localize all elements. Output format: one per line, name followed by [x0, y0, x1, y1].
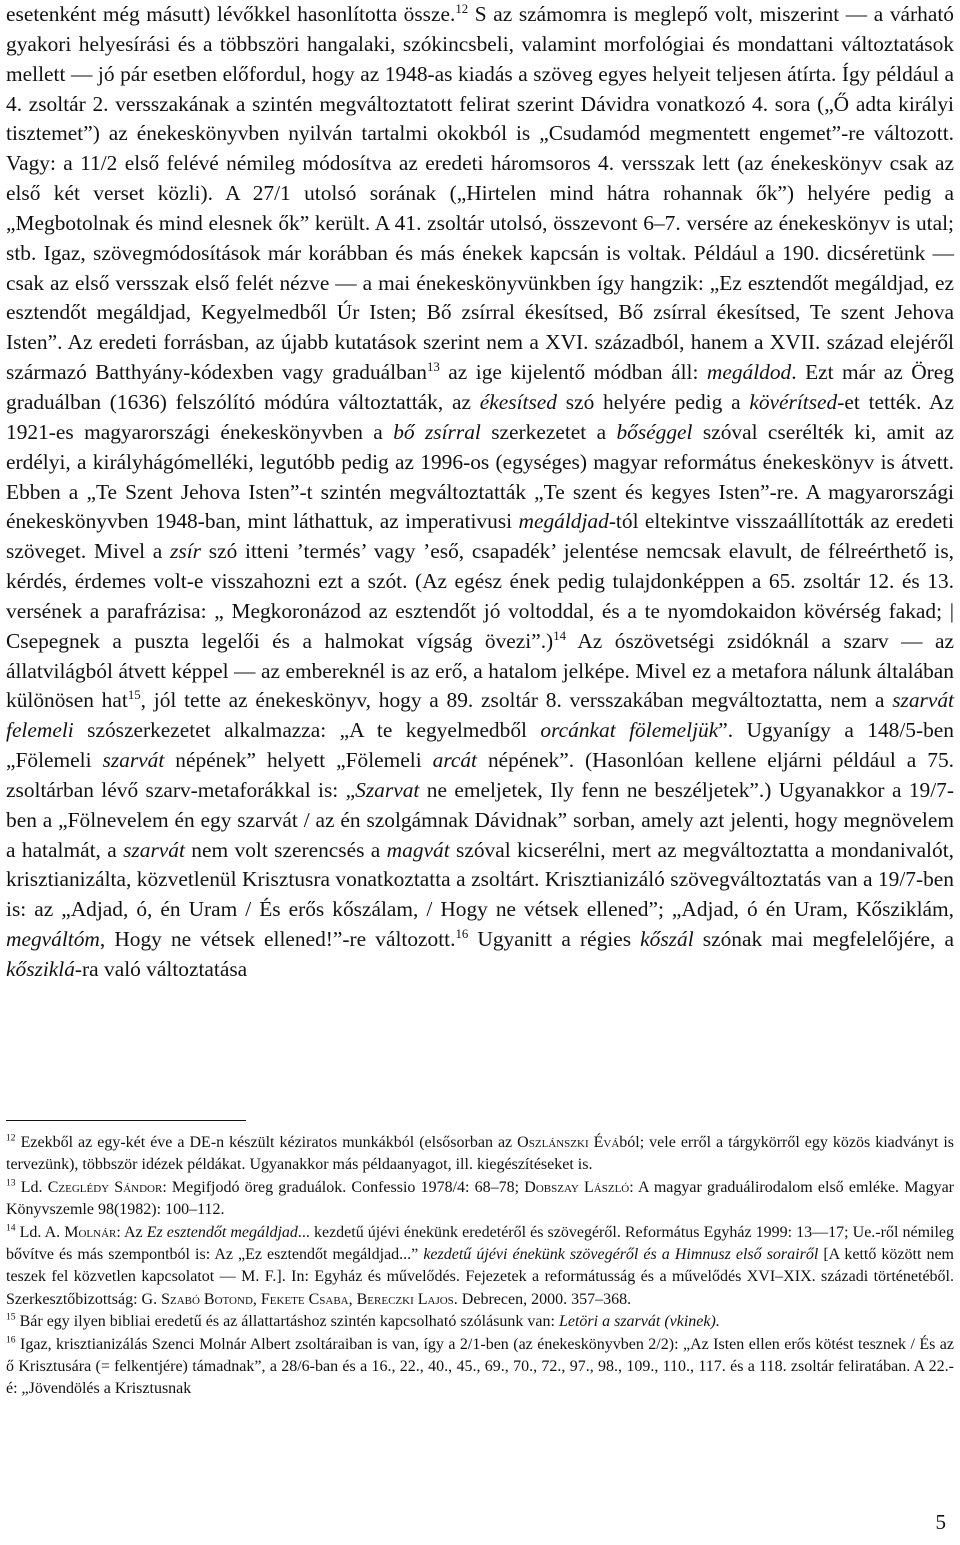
footnote-ref-16: 16 [455, 927, 469, 942]
author-name: Bereczki Lajos [356, 1290, 454, 1308]
footnote-number: 16 [6, 1334, 16, 1346]
author-name: Oszlánszki Évá [517, 1134, 620, 1151]
text-run: , jól tette az énekeskönyv, hogy a 89. zsoltár 8. versszakában megváltoztatta, nem a [140, 688, 893, 713]
text-run: , Hogy ne vétsek ellened!”-re változott. [99, 927, 456, 952]
text-run: szó helyére pedig a [556, 389, 750, 414]
text-run: [A kettő között nem teszek fel közvetlen kapcsolatot ― M. F.]. In: Egyház és művelődés. Fejezetek a reformátusság és a művelődés XVI–XIX. századi történetéből. Szerkesztőbizottság: G. [6, 1246, 954, 1308]
text-run: Ugyanitt a régies [468, 927, 641, 952]
italic-term: magvát [386, 837, 450, 862]
author-name: Dobszay László [524, 1178, 630, 1196]
italic-title: kezdetű újévi énekünk szövegéről és a Himnusz első sorairől [423, 1246, 819, 1264]
text-run: : A magyar graduálirodalom első emléke. Magyar Könyvszemle 98(1982): 100–112. [6, 1178, 954, 1219]
text-run: ne emeljetek, Ily fenn ne beszéljetek”.) Ugyanakkor a 19/7-ben a „Fölnevelem én egy szarvát / az én szolgámnak Dávidnak” sorban, amely azt jelenti, hogy megnövelem a hatalmát, a [6, 777, 954, 862]
footnote-12 [6, 1132, 954, 1177]
author-name: Czeglédy Sándor [47, 1178, 163, 1196]
text-run: . Ezt már az Öreg graduálban (1636) felszólító módúra változtatták, az [6, 360, 954, 414]
italic-term: zsír [170, 539, 201, 564]
italic-term: arcát [432, 748, 477, 773]
text-run: szóval kicserélni, mert az megváltoztatta a mondanivalót, krisztianizálta, közvetlenül Krisztusra vonatkoztatta a zsoltárt. Krisztianizáló szövegváltoztatás van a 19/7-ben is: az „Adjad, ó, én Uram / És erős kőszálam, / Hogy ne vétsek ellened”; „Adjad, ó én Uram, Kősziklám, [6, 837, 954, 922]
italic-term: Letöri a szarvát (vkinek). [558, 1313, 720, 1331]
text-run: az ige kijelentő módban áll: [439, 360, 707, 385]
italic-term: kősziklá [6, 957, 75, 981]
italic-term: megáldjad [518, 509, 609, 534]
footnote-number: 13 [6, 1177, 16, 1189]
text-run: népének”. (Hasonlóan kellene eljárni például a 75. zsoltárban lévő szarv-metaforákkal is: „ [6, 748, 954, 802]
footnotes [6, 1132, 954, 1401]
italic-term: megáldod [706, 360, 792, 385]
footnote-number: 14 [6, 1222, 16, 1234]
footnote-separator [6, 1120, 246, 1121]
text-run: ”. Ugyanígy a 148/5-ben „Fölemeli [6, 718, 954, 773]
footnote-16 [6, 1334, 954, 1401]
italic-term: ékesítsed [479, 389, 557, 414]
italic-term: szarvát [102, 748, 165, 773]
footnote-14 [6, 1222, 954, 1312]
footnote-number: 12 [6, 1132, 16, 1144]
text-run: Ezekből az egy-két éve a DE-n készült kéziratos munkákból (elsősorban az [15, 1134, 518, 1151]
text-run: -tól eltekintve visszaállították az eredeti szöveget. Mivel a [6, 509, 954, 564]
text-run: Bár egy ilyen bibliai eredetű és az állattartáshoz szintén kapcsolható szólásunk van: [15, 1313, 559, 1331]
text-run: nem volt szerencsés a [184, 837, 387, 862]
author-name: Fekete Csaba [260, 1290, 349, 1308]
text-run: népének” helyett „Fölemeli [164, 748, 433, 773]
footnote-ref-12: 12 [455, 1, 469, 16]
italic-term: Szarvat [355, 777, 420, 802]
author-name: Szabó Botond [161, 1290, 253, 1308]
text-run: -ra való változtatása [74, 957, 248, 981]
page-number: 5 [935, 1510, 946, 1534]
text-run: szerkezetet a [480, 419, 617, 444]
author-name: Molnár [64, 1223, 117, 1241]
text-run: S az számomra is meglepő volt, miszerint ― a várható gyakori helyesírási és a többszöri hangalaki, szókincsbeli, valamint morfológiai és mondattani változtatások mellett ― jó pár esetben előfordul, hogy az 1948-as kiadás a szöveg egyes helyeit teljesen átírta. Így például a 4. zsoltár 2. versszakának a szintén megváltoztatott felirat szerint Dávidra vonatkozó 4. sora („Ő adta királyi tisztemet”) az énekeskönyvben nyilván tartalmi okokból is „Csudamód megmentett engemet”-re változott. Vagy: a 11/2 első felévé némileg módosítva az eredeti háromsoros 4. versszak lett (az énekeskönyv csak az első két verset közli). A 27/1 utolsó sorának („Hirtelen mind hátra rohannak ők”) helyére pedig a „Megbotolnak és mind elesnek ők” került. A 41. zsoltár utolsó, összevont 6–7. versére az énekeskönyv is utal; stb. Igaz, szövegmódosítások már korábban és más énekek kapcsán is voltak. Például a 190. dicséretünk ― csak az első versszak első felét nézve ― a mai énekeskönyvünkben így hangzik: „Ez esztendőt megáldjad, ez esztendőt megáldjad, Kegyelmedből Úr Isten; Bő zsírral ékesítsed, Bő zsírral ékesítsed, Te szent Jehova Isten”. Az eredeti forrásban, az újabb kutatások szerint nem a XVI. századból, hanem a XVII. század elejéről származó Batthyány-kódexben vagy graduálban [6, 2, 954, 385]
text-run: Ld. A. [15, 1223, 65, 1241]
footnote-ref-13: 13 [427, 360, 440, 374]
text-run: , [348, 1290, 357, 1308]
italic-term: szarvát [123, 837, 185, 862]
text-run: esetenként még másutt) lévőkkel hasonlította össze. [6, 2, 456, 26]
footnote-13 [6, 1177, 954, 1222]
text-run: szószerkezetet alkalmazza: „A te kegyelmedből [73, 718, 541, 743]
text-run: Igaz, krisztianizálás Szenci Molnár Albert zsoltáraiban is van, így a 2/1-ben (az énekeskönyvben 2/2): „Az Isten ellen erős kötést tesznek / És az ő Krisztusára (= felkentjére) támadnak”, a 28/6-ban és a 16., 22., 40., 45., 69., 70., 72., 97., 98., 109., 110., 117. és a 118. zsoltár feliratában. A 22.-é: „Jövendölés a Krisztusnak [6, 1335, 954, 1398]
text-run: szóval cserélték ki, amit az erdélyi, a királyhágómelléki, legutóbb pedig az 1996-os (egységes) magyar református énekeskönyv is átvett. Ebben a „Te Szent Jehova Isten”-t szintén megváltoztatták „Te szent és kegyes Isten”-re. A magyarországi énekeskönyvben 1948-ban, mint láthattuk, az imperativusi [6, 419, 955, 534]
text-run: : Az [116, 1223, 147, 1241]
text-run: -et tették. Az 1921-es magyarországi énekeskönyvben a [6, 389, 954, 444]
italic-term: kőszál [640, 927, 694, 952]
text-run: , [252, 1290, 261, 1308]
text-run: Ld. [15, 1178, 48, 1196]
text-run: szó itteni ’termés’ vagy ’eső, csapadék’ jelentése nemcsak elavult, de félreérthető is, kérdés, érdemes volt-e visszahozni ezt a szót. (Az egész ének pedig tulajdonképpen a 65. zsoltár 12. és 13. versének a parafrázisa: „ Megkoronázod az esztendőt jó voltoddal, és a te nyomdokaidon kövérség fakad; | Csepegnek a puszta legelői és a halmokat vígság övezi”.) [6, 539, 954, 653]
text-run: : Megifjodó öreg graduálok. Confessio 1978/4: 68–78; [162, 1178, 525, 1196]
text-run: Az ószövetségi zsidóknál a szarv ― az állatvilágból átvett képpel ― az embereknél is az erő, a hatalom jelképe. Mivel ez a metafora nálunk általában különösen hat [6, 628, 954, 713]
italic-term: szarvát felemeli [6, 688, 954, 743]
footnote-15 [6, 1311, 954, 1333]
italic-term: bő zsírral [393, 419, 481, 444]
footnote-ref-14: 14 [553, 628, 567, 643]
italic-term: bőséggel [616, 419, 693, 444]
text-run: . Debrecen, 2000. 357–368. [453, 1290, 632, 1308]
text-run: ... kezdetű újévi énekünk eredetéről és szövegéről. Református Egyház 1999: 13―17; Ue.-ről némileg bővítve és más szempontból is: Az „Ez esztendőt megáldjad...” [6, 1223, 955, 1264]
footnote-number: 15 [6, 1311, 16, 1323]
italic-title: Ez esztendőt megáldjad [146, 1223, 298, 1241]
italic-term: orcánkat fölemeljük [540, 718, 719, 743]
italic-term: megváltóm [6, 927, 100, 952]
italic-term: kövérítsed [749, 389, 838, 414]
footnote-ref-15: 15 [127, 688, 141, 703]
text-run: ból; vele erről a tárgykörről egy közös kiadványt is tervezünk), többször idézek példákat. Ugyanakkor más példaanyagot, ill. kiegészítéseket is. [6, 1134, 954, 1174]
body-paragraph [6, 0, 954, 985]
text-run: szónak mai megfelelőjére, a [693, 927, 954, 952]
